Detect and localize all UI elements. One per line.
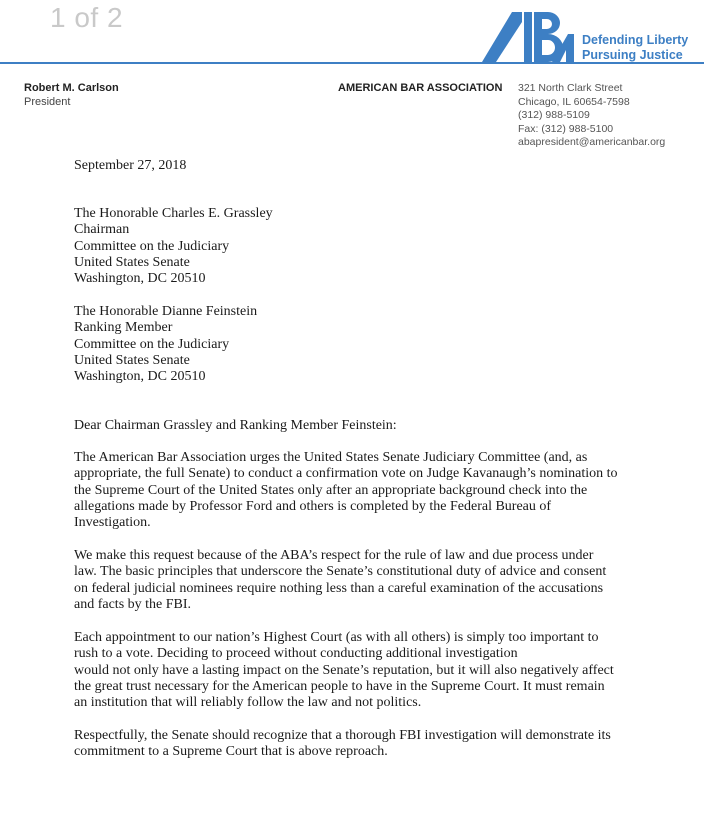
recipient-address [74, 304, 257, 385]
address-line: United States Senate [74, 254, 190, 270]
aba-logo [482, 10, 692, 70]
paragraph-line: Each appointment to our nation’s Highest Court (as with all others) is simply too important to [74, 630, 599, 645]
header-rule [0, 62, 704, 64]
contact-fax: Fax: (312) 988-5100 [518, 122, 614, 135]
paragraph-line: the Supreme Court of the United States only after an appropriate background check into the [74, 482, 588, 498]
sender-title: President [24, 96, 71, 108]
paragraph-line: law. The basic principles that underscore the Senate’s constitutional duty of advice and consent [74, 564, 607, 580]
body-paragraph [74, 548, 674, 613]
contact-street: 321 North Clark Street [518, 82, 623, 94]
sender-name: Robert M. Carlson [24, 82, 119, 94]
paragraph-line: an institution that will reliably follow the law and not politics. [74, 695, 422, 711]
address-line: Committee on the Judiciary [74, 238, 230, 254]
address-line: Committee on the Judiciary [74, 336, 230, 352]
contact-block [518, 82, 665, 150]
contact-city: Chicago, IL 60654-7598 [518, 95, 630, 108]
address-line: Ranking Member [74, 320, 173, 336]
address-line: United States Senate [74, 352, 190, 368]
paragraph-line: The American Bar Association urges the United States Senate Judiciary Committee (and, as [74, 450, 588, 465]
address-line: Chairman [74, 222, 130, 238]
paragraph-line: appropriate, the full Senate) to conduct a confirmation vote on Judge Kavanaugh’s nomination to [74, 466, 618, 482]
salutation: Dear Chairman Grassley and Ranking Member Feinstein: [74, 418, 397, 433]
address-line: The Honorable Charles E. Grassley [74, 206, 273, 221]
recipient-address [74, 206, 273, 287]
paragraph-line: on federal judicial nominees require nothing less than a careful examination of the accusations [74, 580, 604, 596]
page-counter: 1 of 2 [50, 2, 124, 33]
address-line: The Honorable Dianne Feinstein [74, 304, 258, 319]
body-paragraph [74, 728, 674, 761]
paragraph-line: allegations made by Professor Ford and others is completed by the Federal Bureau of [74, 498, 552, 514]
paragraph-line: would not only have a lasting impact on the Senate’s reputation, but it will also negatively affect [74, 662, 614, 678]
paragraph-line: rush to a vote. Deciding to proceed without conducting additional investigation [74, 646, 518, 662]
logo-tagline-1: Defending Liberty [582, 33, 689, 47]
contact-phone: (312) 988-5109 [518, 109, 590, 121]
paragraph-line: and facts by the FBI. [74, 596, 192, 612]
paragraph-line: We make this request because of the ABA’s respect for the rule of law and due process under [74, 548, 594, 563]
paragraph-line: the great trust necessary for the American people to have in the Supreme Court. It must remain [74, 678, 605, 694]
paragraph-line: commitment to a Supreme Court that is above reproach. [74, 744, 388, 760]
paragraph-line: Investigation. [74, 515, 151, 531]
letter-date: September 27, 2018 [74, 158, 187, 173]
address-line: Washington, DC 20510 [74, 271, 206, 287]
logo-tagline-2: Pursuing Justice [582, 48, 683, 62]
body-paragraph [74, 630, 674, 711]
aba-scales-icon [482, 12, 574, 62]
address-line: Washington, DC 20510 [74, 369, 206, 385]
contact-email[interactable]: abapresident@americanbar.org [518, 136, 666, 148]
paragraph-line: Respectfully, the Senate should recognize that a thorough FBI investigation will demonstrate its [74, 728, 611, 743]
body-paragraph [74, 450, 674, 531]
organization-name: AMERICAN BAR ASSOCIATION [338, 82, 503, 94]
